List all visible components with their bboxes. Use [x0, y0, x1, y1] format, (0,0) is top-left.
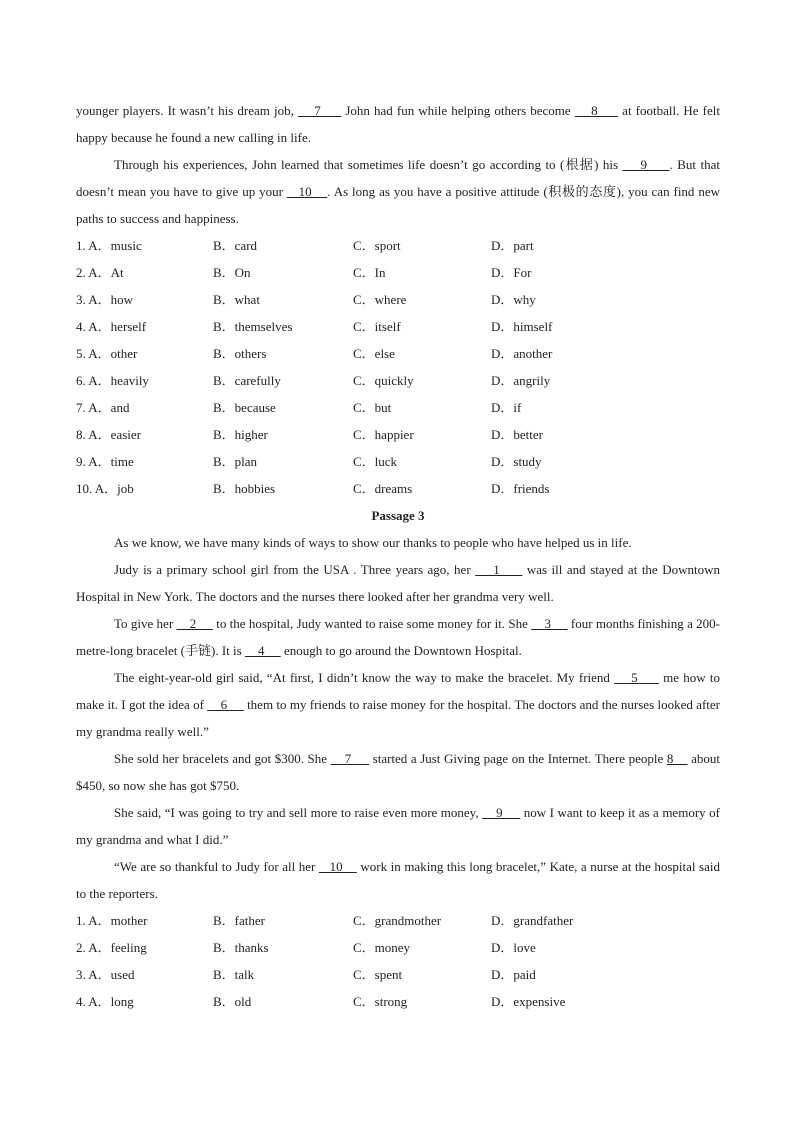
text-segment: Through his experiences, John learned that sometimes life doesn’t go according to (根据) his	[114, 157, 623, 172]
text-segment: She sold her bracelets and got $300. She	[114, 751, 331, 766]
option-c: C．but	[353, 400, 392, 415]
question-row	[76, 421, 720, 448]
blank-1: 1	[475, 562, 523, 577]
option-a: 10. A．job	[76, 481, 134, 496]
option-b: B．what	[213, 292, 260, 307]
option-a: 5. A．other	[76, 346, 138, 361]
blank-10: 10	[318, 859, 357, 874]
option-d: D．friends	[491, 481, 550, 496]
option-c: C．money	[353, 940, 411, 955]
question-row	[76, 367, 720, 394]
passage3-paragraph-1: As we know, we have many kinds of ways to show our thanks to people who have helped us in life.	[114, 535, 632, 550]
option-c: C．else	[353, 346, 395, 361]
option-d: D．part	[491, 238, 534, 253]
blank-3: 3	[531, 616, 568, 631]
passage3-paragraph-4	[76, 664, 720, 745]
question-row	[76, 934, 720, 961]
option-a: 9. A．time	[76, 454, 134, 469]
option-a: 4. A．herself	[76, 319, 147, 334]
option-b: B．talk	[213, 967, 255, 982]
option-c: C．grandmother	[353, 913, 442, 928]
text-segment: about $450, so now she has got $750.	[76, 751, 721, 793]
option-b: B．card	[213, 238, 258, 253]
option-a: 3. A．used	[76, 967, 135, 982]
option-c: C．happier	[353, 427, 414, 442]
text-segment: She said, “I was going to try and sell more to raise even more money,	[114, 805, 483, 820]
question-row	[76, 286, 720, 313]
question-row	[76, 394, 720, 421]
passage3-paragraph-2	[76, 556, 720, 610]
option-d: D．angrily	[491, 373, 551, 388]
option-a: 2. A．feeling	[76, 940, 147, 955]
option-d: D．grandfather	[491, 913, 574, 928]
option-c: C．itself	[353, 319, 401, 334]
blank-4: 4	[244, 643, 281, 658]
worksheet-page	[76, 97, 720, 1015]
option-d: D．why	[491, 292, 536, 307]
blank-6: 6	[207, 697, 244, 712]
passage3-questions	[76, 907, 720, 1015]
option-c: C．where	[353, 292, 407, 307]
option-a: 7. A．and	[76, 400, 130, 415]
text-segment: John had fun while helping others become	[341, 103, 575, 118]
question-row	[76, 988, 720, 1015]
text-segment: four months finishing a 200-metre-long bracelet (手链). It is	[76, 616, 720, 658]
text-segment: Judy is a primary school girl from the USA . Three years ago, her	[114, 562, 476, 577]
option-a: 8. A．easier	[76, 427, 141, 442]
blank-10: 10	[286, 184, 328, 199]
option-c: C．sport	[353, 238, 401, 253]
question-row	[76, 961, 720, 988]
text-segment: now I want to keep it as a memory of my grandma and what I did.”	[76, 805, 720, 847]
blank-7: 7	[297, 103, 342, 118]
option-a: 6. A．heavily	[76, 373, 149, 388]
option-c: C．luck	[353, 454, 398, 469]
blank-9: 9	[482, 805, 521, 820]
text-segment: . As long as you have a positive attitude (积极的态度), you can find new paths to success and happiness.	[76, 184, 721, 226]
passage2-paragraph-2	[76, 151, 720, 232]
option-c: C．quickly	[353, 373, 414, 388]
passage2-paragraph-1	[76, 97, 720, 151]
text-segment: “We are so thankful to Judy for all her	[114, 859, 319, 874]
option-d: D．For	[491, 265, 532, 280]
passage3-paragraph-3	[76, 610, 720, 664]
passage3-paragraph-7	[76, 853, 720, 907]
text-segment: To give her	[114, 616, 177, 631]
option-b: B．themselves	[213, 319, 293, 334]
passage3-paragraph-5	[76, 745, 720, 799]
text-segment: was ill and stayed at the Downtown Hospital in New York. The doctors and the nurses there looked after her grandma very well.	[76, 562, 720, 604]
option-b: B．because	[213, 400, 276, 415]
option-c: C．strong	[353, 994, 408, 1009]
question-row	[76, 475, 720, 502]
text-segment: started a Just Giving page on the Internet. There people	[369, 751, 667, 766]
option-d: D．another	[491, 346, 553, 361]
option-d: D．study	[491, 454, 542, 469]
question-row	[76, 232, 720, 259]
option-a: 3. A．how	[76, 292, 134, 307]
blank-7: 7	[330, 751, 370, 766]
option-a: 1. A．music	[76, 238, 142, 253]
blank-8: 8	[666, 751, 688, 766]
option-a: 1. A．mother	[76, 913, 148, 928]
blank-9: 9	[622, 157, 670, 172]
text-segment: them to my friends to raise money for the hospital. The doctors and the nurses looked after my grandma really well.”	[76, 697, 720, 739]
blank-5: 5	[614, 670, 659, 685]
question-row	[76, 907, 720, 934]
text-segment: at football. He felt happy because he found a new calling in life.	[76, 103, 720, 145]
option-a: 2. A．At	[76, 265, 124, 280]
blank-2: 2	[176, 616, 213, 631]
option-b: B．others	[213, 346, 267, 361]
question-row	[76, 340, 720, 367]
text-segment: to the hospital, Judy wanted to raise some money for it. She	[212, 616, 532, 631]
option-c: C．dreams	[353, 481, 413, 496]
option-b: B．hobbies	[213, 481, 276, 496]
text-segment: . But that doesn’t mean you have to give up your	[76, 157, 720, 199]
option-b: B．father	[213, 913, 265, 928]
text-segment: The eight-year-old girl said, “At first, I didn’t know the way to make the bracelet. My friend	[114, 670, 615, 685]
option-d: D．himself	[491, 319, 553, 334]
option-b: B．thanks	[213, 940, 269, 955]
option-d: D．expensive	[491, 994, 566, 1009]
question-row	[76, 259, 720, 286]
option-b: B．higher	[213, 427, 268, 442]
text-segment: younger players. It wasn’t his dream job,	[76, 103, 298, 118]
question-row	[76, 448, 720, 475]
option-a: 4. A．long	[76, 994, 134, 1009]
blank-8: 8	[574, 103, 619, 118]
text-segment: enough to go around the Downtown Hospital.	[280, 643, 522, 658]
option-b: B．plan	[213, 454, 258, 469]
passage3-title: Passage 3	[371, 508, 425, 523]
option-d: D．better	[491, 427, 543, 442]
passage2-questions	[76, 232, 720, 502]
option-b: B．old	[213, 994, 252, 1009]
option-c: C．In	[353, 265, 386, 280]
option-d: D．love	[491, 940, 536, 955]
text-segment: me how to make it. I got the idea of	[76, 670, 721, 712]
option-d: D．paid	[491, 967, 536, 982]
option-c: C．spent	[353, 967, 403, 982]
passage3-paragraph-6	[76, 799, 720, 853]
option-b: B．carefully	[213, 373, 281, 388]
option-d: D．if	[491, 400, 522, 415]
option-b: B．On	[213, 265, 251, 280]
text-segment: work in making this long bracelet,” Kate, a nurse at the hospital said to the reporters.	[76, 859, 720, 901]
question-row	[76, 313, 720, 340]
